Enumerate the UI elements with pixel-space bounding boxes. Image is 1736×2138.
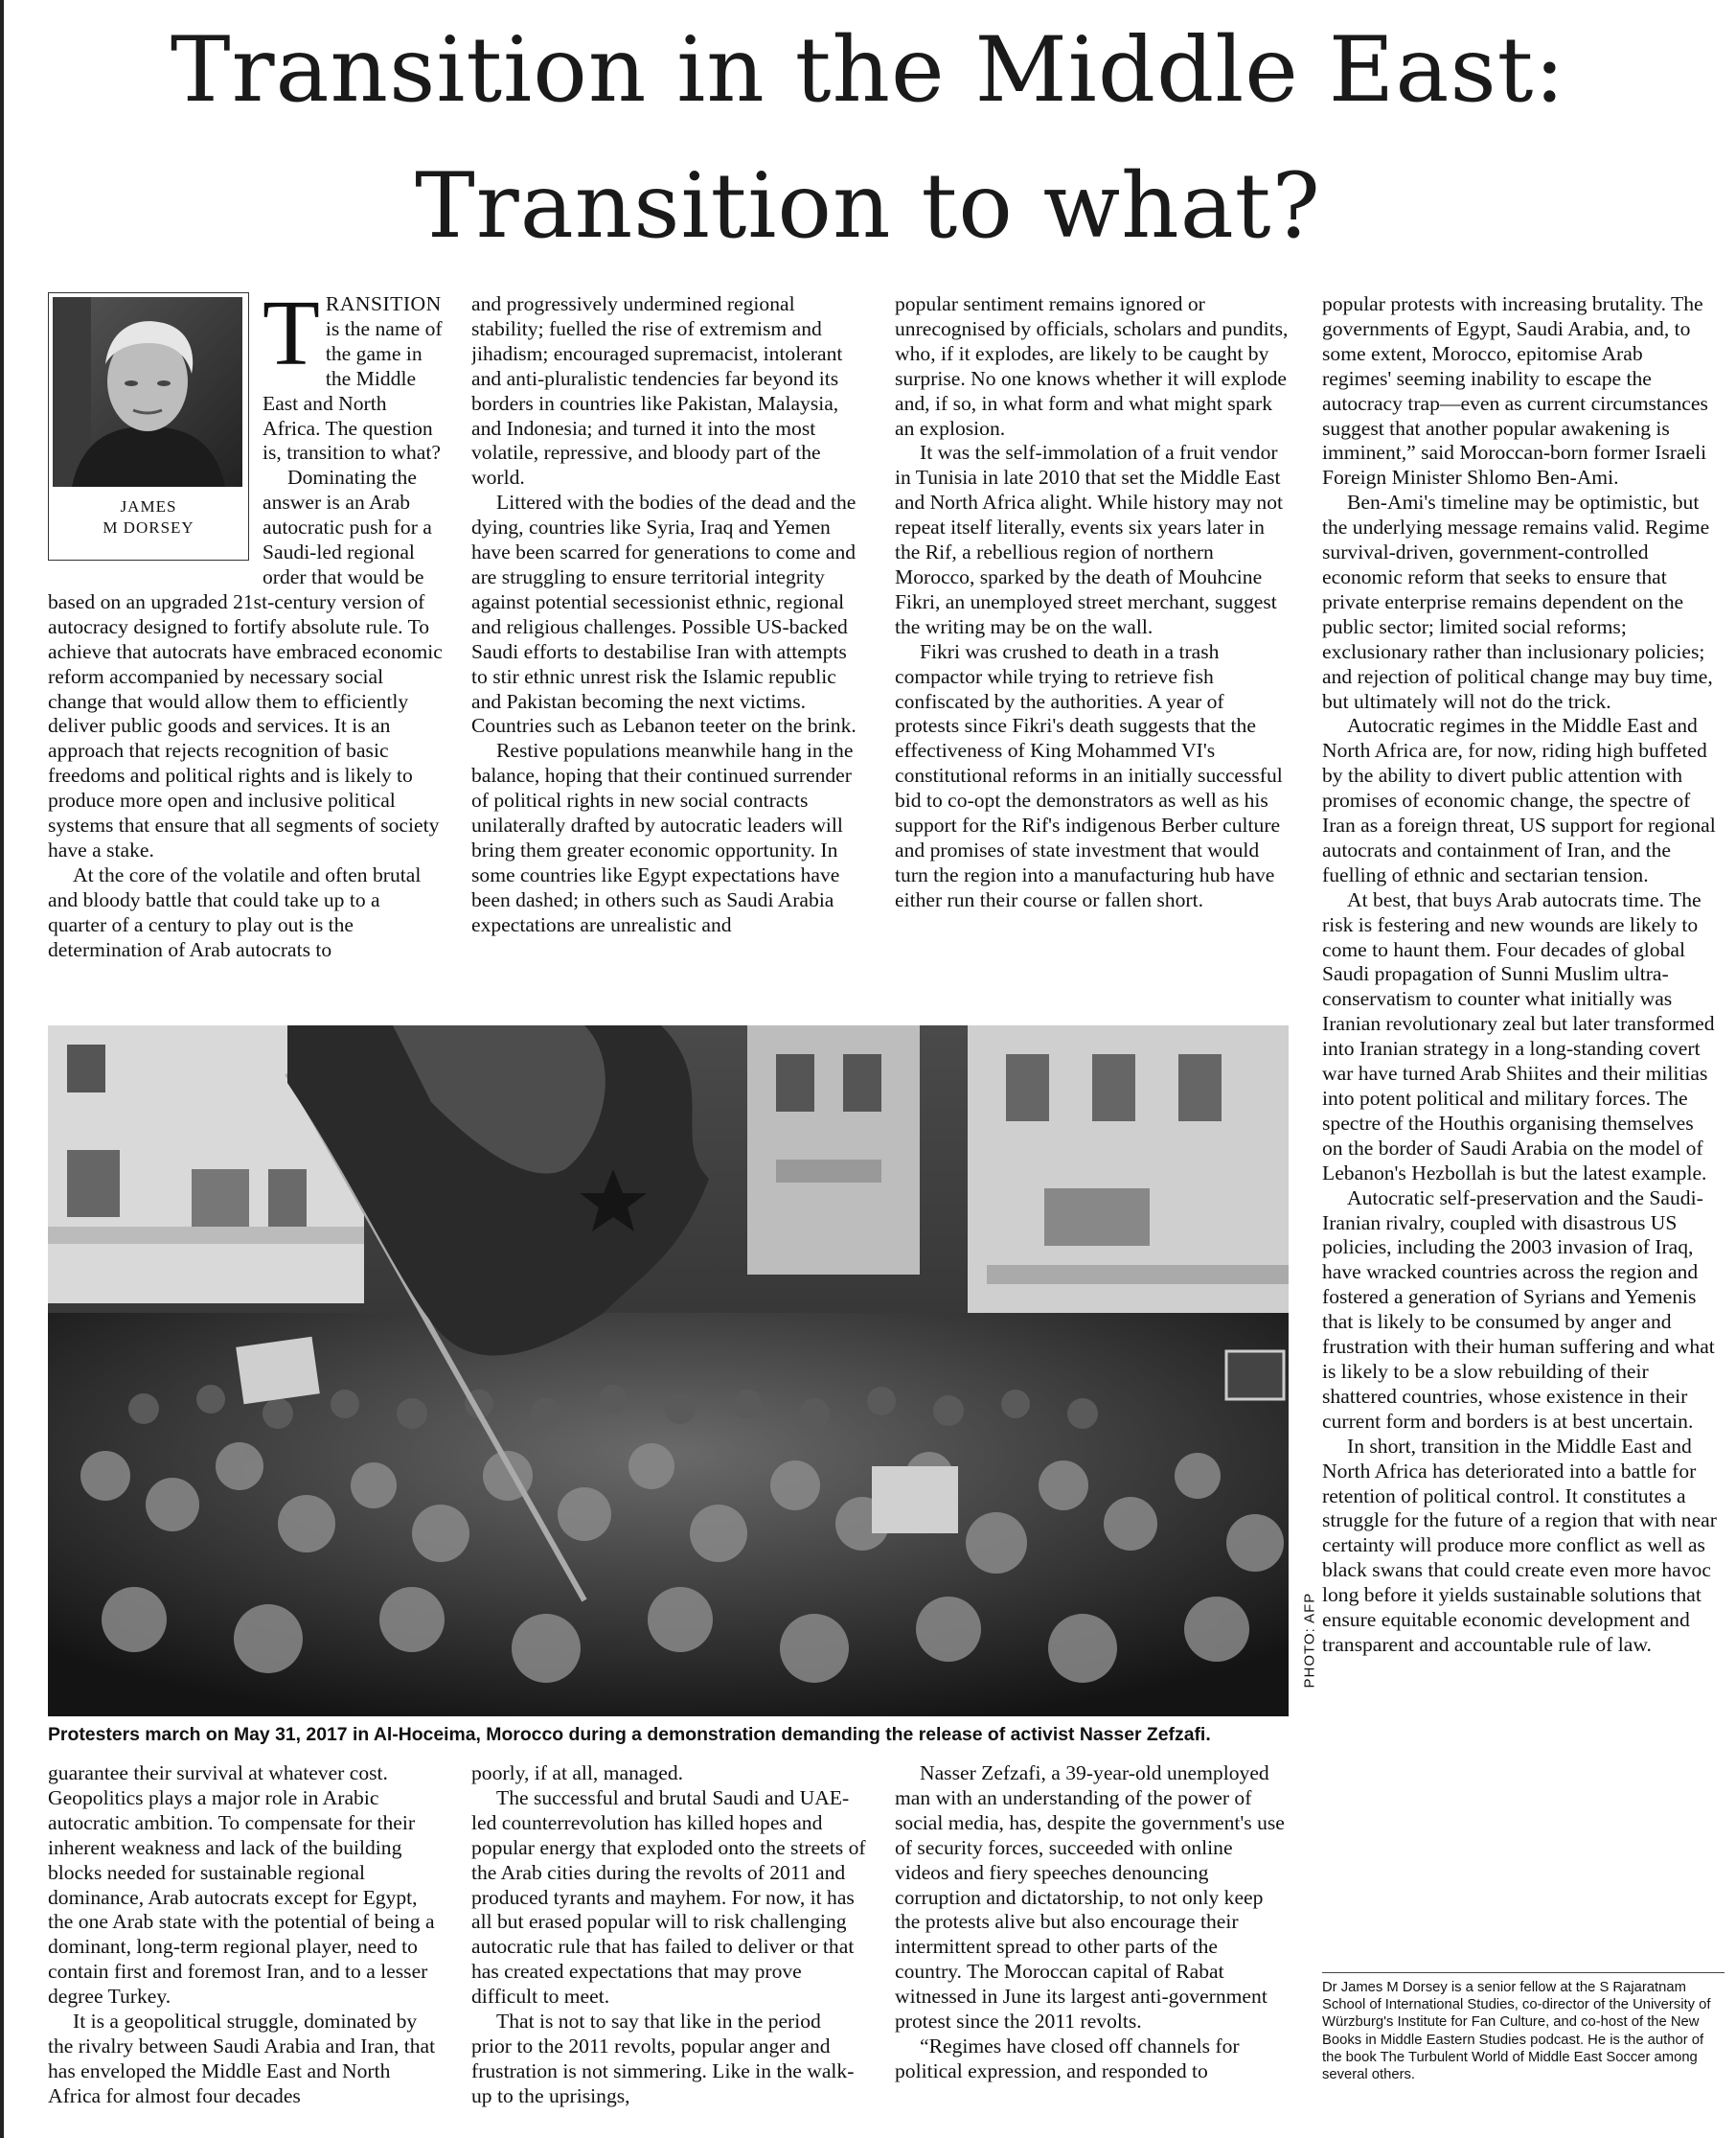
paragraph: Restive populations meanwhile hang in the balance, hoping that their continued surrender of political rights in new social contracts unilaterally drafted by autocratic leaders will bring them greater economic opportunity. In some countries like Egypt expectations have been dashed; in others such as Saudi Arabia expectations are unrealistic and	[471, 739, 854, 936]
paragraph: Autocratic self-preservation and the Saudi-Iranian rivalry, coupled with disastrous US policies, including the 2003 invasion of Iraq, have wracked countries across the region and fostered a generation of Syrians and Yemenis that is likely to be consumed by anger and frustration with their human suffering and what is likely to be a slow rebuilding of their shattered countries, whose existence in their current form and borders is at best uncertain.	[1322, 1185, 1715, 1433]
paragraph: In short, transition in the Middle East and North Africa has deteriorated into a battle for retention of political control. It constitutes a struggle for the future of a region that with near certainty will produce more conflict as well as black swans that could create even more havoc long before it yields sustainable solutions that ensure equitable economic development and transparent and accountable rule of law.	[1322, 1434, 1717, 1656]
page-left-rule	[0, 0, 4, 2138]
protest-photo	[48, 1025, 1289, 1716]
author-first-name: JAMES	[120, 497, 177, 516]
author-byline	[53, 496, 244, 539]
protest-photo-illustration	[48, 1025, 1289, 1716]
paragraph: Fikri was crushed to death in a trash compactor while trying to retrieve fish confiscated by the authorities. A year of protests since Fikri's death suggests that the effectiveness of King Mohammed VI's constitutional reforms in an initially successful bid to co-opt the demonstrators as well as his support for the Rif's indigenous Berber culture and promises of state investment that would turn the region into a manufacturing hub have either run their course or fallen short.	[895, 639, 1283, 911]
paragraph: At the core of the volatile and often brutal and bloody battle that could take up to a quarter of a century to play out is the determination of Arab autocrats to	[48, 862, 422, 961]
drop-cap: T	[263, 292, 320, 385]
paragraph: Autocratic regimes in the Middle East and North Africa are, for now, riding high buffeted by the ability to divert public attention with promises of economic change, the spectre of Iran as a foreign threat, US support for regional autocrats and containment of Iran, and the fuelling of ethnic and sectarian tension.	[1322, 714, 1716, 886]
lead-caps: RANSITION	[325, 292, 442, 315]
column-1-top	[48, 292, 443, 1006]
paragraph: Dominating the answer is an Arab autocratic push for a Saudi-led regional order that would be based on an upgraded 21st-century version of autocracy designed to fortify absolute rule. To achieve that autocrats have embraced economic reform accompanied by necessary social change that would allow them to efficiently deliver public goods and services. It is an approach that rejects recognition of basic freedoms and political rights and is likely to produce more open and inclusive political systems that ensure that all segments of society have a stake.	[48, 466, 443, 862]
paragraph: It is a geopolitical struggle, dominated by the rivalry between Saudi Arabia and Iran, that has enveloped the Middle East and North Africa for almost four decades	[48, 2010, 436, 2107]
paragraph: Littered with the bodies of the dead and the dying, countries like Syria, Iraq and Yemen have been scarred for generations to come and are struggling to ensure territorial integrity against potential secessionist ethnic, regional and religious challenges. Possible US-backed Saudi efforts to destabilise Iran with attempts to stir ethnic unrest risk the Islamic republic and Pakistan becoming the next victims. Countries such as Lebanon teeter on the brink.	[471, 491, 857, 738]
photo-credit	[1295, 1551, 1318, 1694]
photo-credit-text: PHOTO: AFP	[1301, 1592, 1318, 1689]
photo-caption: Protesters march on May 31, 2017 in Al-Hoceima, Morocco during a demonstration demanding the release of activist Nasser Zefzafi.	[48, 1724, 1211, 1745]
paragraph: At best, that buys Arab autocrats time. The risk is festering and new wounds are likely to come to haunt them. Four decades of global Saudi propagation of Sunni Muslim ultra-conservatism to counter what initially was Iranian revolutionary zeal but later transformed into Iranian strategy in a long-standing covert war have turned Arab Shiites and their militias into potent political and military forces. The spectre of the Houthis organising themselves on the border of Saudi Arabia on the model of Lebanon's Hezbollah is but the latest example.	[1322, 887, 1715, 1184]
author-photo-box	[48, 292, 249, 561]
paragraph: popular protests with increasing brutality. The governments of Egypt, Saudi Arabia, and, to some extent, Morocco, epitomise Arab regimes' seeming inability to escape the autocracy trap—even as current circumstances suggest that another popular awakening is imminent,” said Moroccan-born former Israeli Foreign Minister Shlomo Ben-Ami.	[1322, 292, 1708, 490]
paragraph: Nasser Zefzafi, a 39-year-old unemployed man with an understanding of the power of social media, has, despite the government's use of security forces, succeeded with online videos and fiery speeches denouncing corruption and dictatorship, to not only keep the protests alive but also encourage their intermittent spread to other parts of the country. The Moroccan capital of Rabat witnessed in June its largest anti-government protest since the 2011 revolts.	[895, 1761, 1285, 2034]
column-2-top	[471, 292, 866, 1006]
column-3-bottom	[895, 1761, 1290, 2135]
headline-line-2: Transition to what?	[415, 154, 1321, 259]
author-last-name: M DORSEY	[103, 518, 194, 537]
column-2-bottom	[471, 1761, 866, 2135]
headline-line-1: Transition in the Middle East:	[170, 18, 1566, 123]
paragraph: guarantee their survival at whatever cost. Geopolitics plays a major role in Arabic autocratic ambition. To compensate for their inherent weakness and lack of the building blocks needed for sustainable regional dominance, Arab autocrats except for Egypt, the one Arab state with the potential of being a dominant, long-term regional player, need to contain first and foremost Iran, and to a lesser degree Turkey.	[48, 1761, 435, 2009]
paragraph: poorly, if at all, managed.	[471, 1761, 684, 1784]
paragraph: The successful and brutal Saudi and UAE-led counterrevolution has killed hopes and popular energy that exploded onto the streets of the Arab cities during the revolts of 2011 and produced tyrants and mayhem. For now, it has all but erased popular will to risk challenging autocratic rule that has failed to deliver or that has created expectations that may prove difficult to meet.	[471, 1785, 866, 2009]
lead-text: is the name of the game in the Middle East and North Africa. The question is, transition to what?	[263, 316, 443, 465]
paragraph: That is not to say that like in the period prior to the 2011 revolts, popular anger and frustration is not simmering. Like in the walk-up to the uprisings,	[471, 2010, 855, 2107]
author-portrait	[53, 297, 242, 487]
paragraph: Ben-Ami's timeline may be optimistic, but the underlying message remains valid. Regime survival-driven, government-controlled economic reform that seeks to ensure that private enterprise remains dependent on the public sector; limited social reforms; exclusionary rather than inclusionary policies; and rejection of political change may buy time, but ultimately will not do the trick.	[1322, 491, 1713, 713]
column-4	[1322, 292, 1717, 1965]
author-bio: Dr James M Dorsey is a senior fellow at the S Rajaratnam School of International Studies, co-director of the University of Würzburg's Institute for Fan Culture, and co-host of the New Books in Middle Eastern Studies podcast. He is the author of the book The Turbulent World of Middle East Soccer among several others.	[1322, 1972, 1725, 2083]
column-1-bottom	[48, 1761, 443, 2135]
paragraph: popular sentiment remains ignored or unrecognised by officials, scholars and pundits, who, if it explodes, are likely to be caught by surprise. No one knows whether it will explode and, if so, in what form and what might spark an explosion.	[895, 292, 1289, 440]
column-3-top	[895, 292, 1290, 1006]
paragraph: and progressively undermined regional stability; fuelled the rise of extremism and jihadism; encouraged supremacist, intolerant and anti-pluralistic tendencies far beyond its borders in countries like Pakistan, Malaysia, and Indonesia; and turned it into the most volatile, repressive, and bloody part of the world.	[471, 292, 843, 490]
paragraph: It was the self-immolation of a fruit vendor in Tunisia in late 2010 that set the Middle East and North Africa alight. While history may not repeat itself literally, events six years later in the Rif, a rebellious region of northern Morocco, sparked by the death of Mouhcine Fikri, an unemployed street merchant, suggest the writing may be on the wall.	[895, 441, 1283, 638]
paragraph: “Regimes have closed off channels for political expression, and responded to	[895, 2034, 1240, 2082]
